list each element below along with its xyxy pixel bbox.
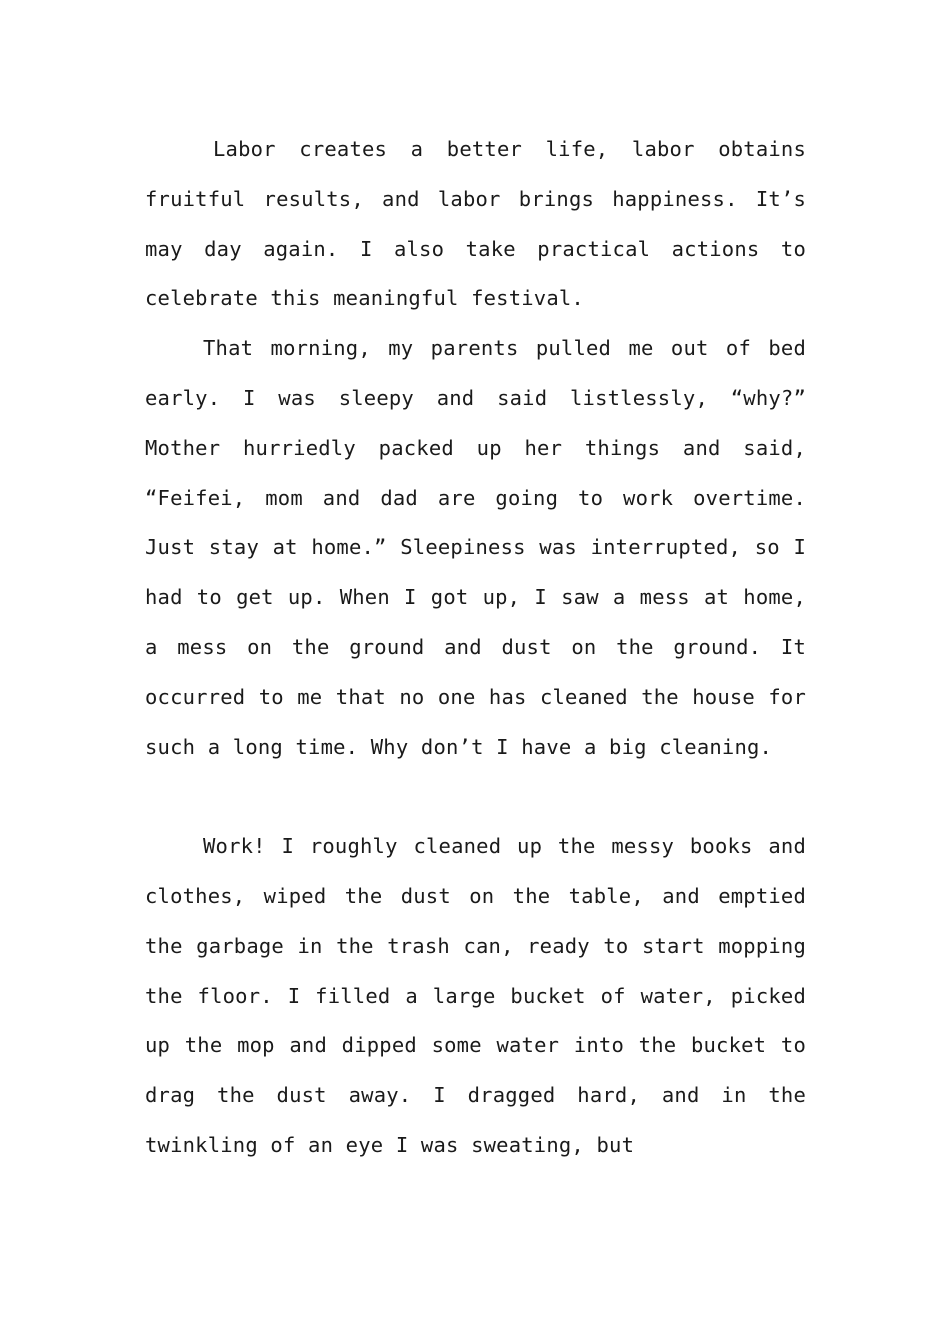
paragraph-2: That morning, my parents pulled me out of bed early. I was sleepy and said listlessly, “why?” Mother hurriedly packed up her things and said, “Feifei, mom and dad are going to work overtime. Just stay at home.” Sleepiness was interrupted, so I had to get up. When I got up, I saw a mess at home, a mess on the ground and dust on the ground. It occurred to me that no one has cleaned the house for such a long time. Why don’t I have a big cleaning. xyxy=(145,336,806,759)
paragraph-1: Labor creates a better life, labor obtains fruitful results, and labor brings happiness. It’s may day again. I also take practical actions to celebrate this meaningful festival. xyxy=(145,137,806,311)
paragraph-spacer xyxy=(145,772,806,822)
paragraph-3: Work! I roughly cleaned up the messy books and clothes, wiped the dust on the table, and emptied the garbage in the trash can, ready to start mopping the floor. I filled a large bucket of water, picked up the mop and dipped some water into the bucket to drag the dust away. I dragged hard, and in the twinkling of an eye I was sweating, but xyxy=(145,834,806,1157)
document-body xyxy=(145,125,806,1171)
